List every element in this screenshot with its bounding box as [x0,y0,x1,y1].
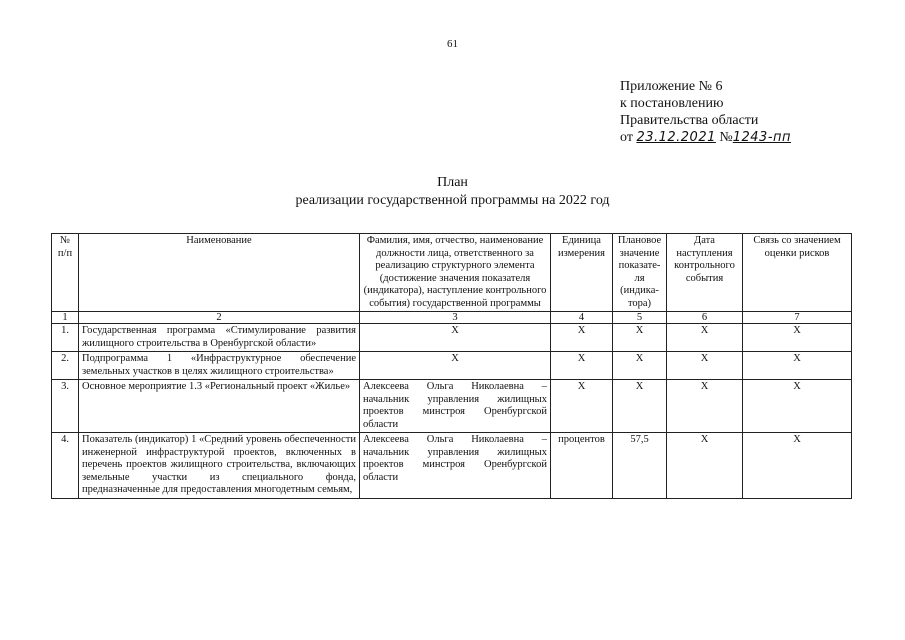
header-responsible: Фамилия, имя, отчество, наименование должности лица, ответственного за реализацию структурного элемента (достижение значения показателя (индикатора), наступление контрольного события) государственной программы [360,234,551,312]
plan-table [51,233,852,499]
column-number: 3 [360,312,551,324]
column-numbers-row [52,312,852,324]
row-plan: X [613,352,667,380]
row-plan: X [613,324,667,352]
row-responsible: Алексеева Ольга Николаевна – начальник управления жилищных проектов минстроя Оренбургской области [360,380,551,433]
row-num: 4. [52,433,79,499]
row-name: Основное мероприятие 1.3 «Региональный проект «Жилье» [79,380,360,433]
table-row [52,433,852,499]
date-prefix: от [620,130,633,145]
column-number: 2 [79,312,360,324]
page-number: 61 [447,38,458,50]
row-responsible: X [360,352,551,380]
row-risk: X [743,433,852,499]
header-name: Наименование [79,234,360,312]
handwritten-number: 1243-пп [732,130,792,145]
row-date: X [667,380,743,433]
row-responsible: Алексеева Ольга Николаевна – начальник управления жилищных проектов минстроя Оренбургской области [360,433,551,499]
column-number: 7 [743,312,852,324]
column-number: 5 [613,312,667,324]
row-risk: X [743,380,852,433]
number-prefix: № [719,130,733,145]
title-line-1: План [437,175,468,190]
header-unit: Единица измерения [551,234,613,312]
row-date: X [667,324,743,352]
column-number: 6 [667,312,743,324]
appendix-title: Приложение № 6 [620,79,723,94]
row-plan: 57,5 [613,433,667,499]
row-date: X [667,352,743,380]
header-event-date: Дата наступления контрольного события [667,234,743,312]
column-number: 1 [52,312,79,324]
row-unit: X [551,380,613,433]
row-responsible: X [360,324,551,352]
row-name: Государственная программа «Стимулирование развития жилищного строительства в Оренбургской области» [79,324,360,352]
row-num: 1. [52,324,79,352]
appendix-date-line [620,129,791,146]
appendix-line-3: Правительства области [620,113,759,128]
table-row [52,380,852,433]
row-num: 2. [52,352,79,380]
row-plan: X [613,380,667,433]
column-number: 4 [551,312,613,324]
appendix-line-2: к постановлению [620,96,724,111]
row-name: Подпрограмма 1 «Инфраструктурное обеспечение земельных участков в целях жилищного строительства» [79,352,360,380]
header-plan-value: Плановое значение показате-ля (индика-тора) [613,234,667,312]
row-name: Показатель (индикатор) 1 «Средний уровень обеспеченности инженерной инфраструктурой проектов, включенных в перечень проектов жилищного строительства, включающих земельные участки из специального фонда, предназначенные для предоставления многодетным семьям, [79,433,360,499]
row-risk: X [743,324,852,352]
table-row [52,352,852,380]
row-unit: процентов [551,433,613,499]
row-num: 3. [52,380,79,433]
row-date: X [667,433,743,499]
title-line-2: реализации государственной программы на 2022 год [295,193,610,208]
header-row [52,234,852,312]
row-unit: X [551,324,613,352]
header-num: № п/п [52,234,79,312]
document-title [0,174,905,210]
appendix-block [620,78,791,146]
table-row [52,324,852,352]
handwritten-date: 23.12.2021 [636,130,716,145]
row-unit: X [551,352,613,380]
row-risk: X [743,352,852,380]
header-risk: Связь со значением оценки рисков [743,234,852,312]
